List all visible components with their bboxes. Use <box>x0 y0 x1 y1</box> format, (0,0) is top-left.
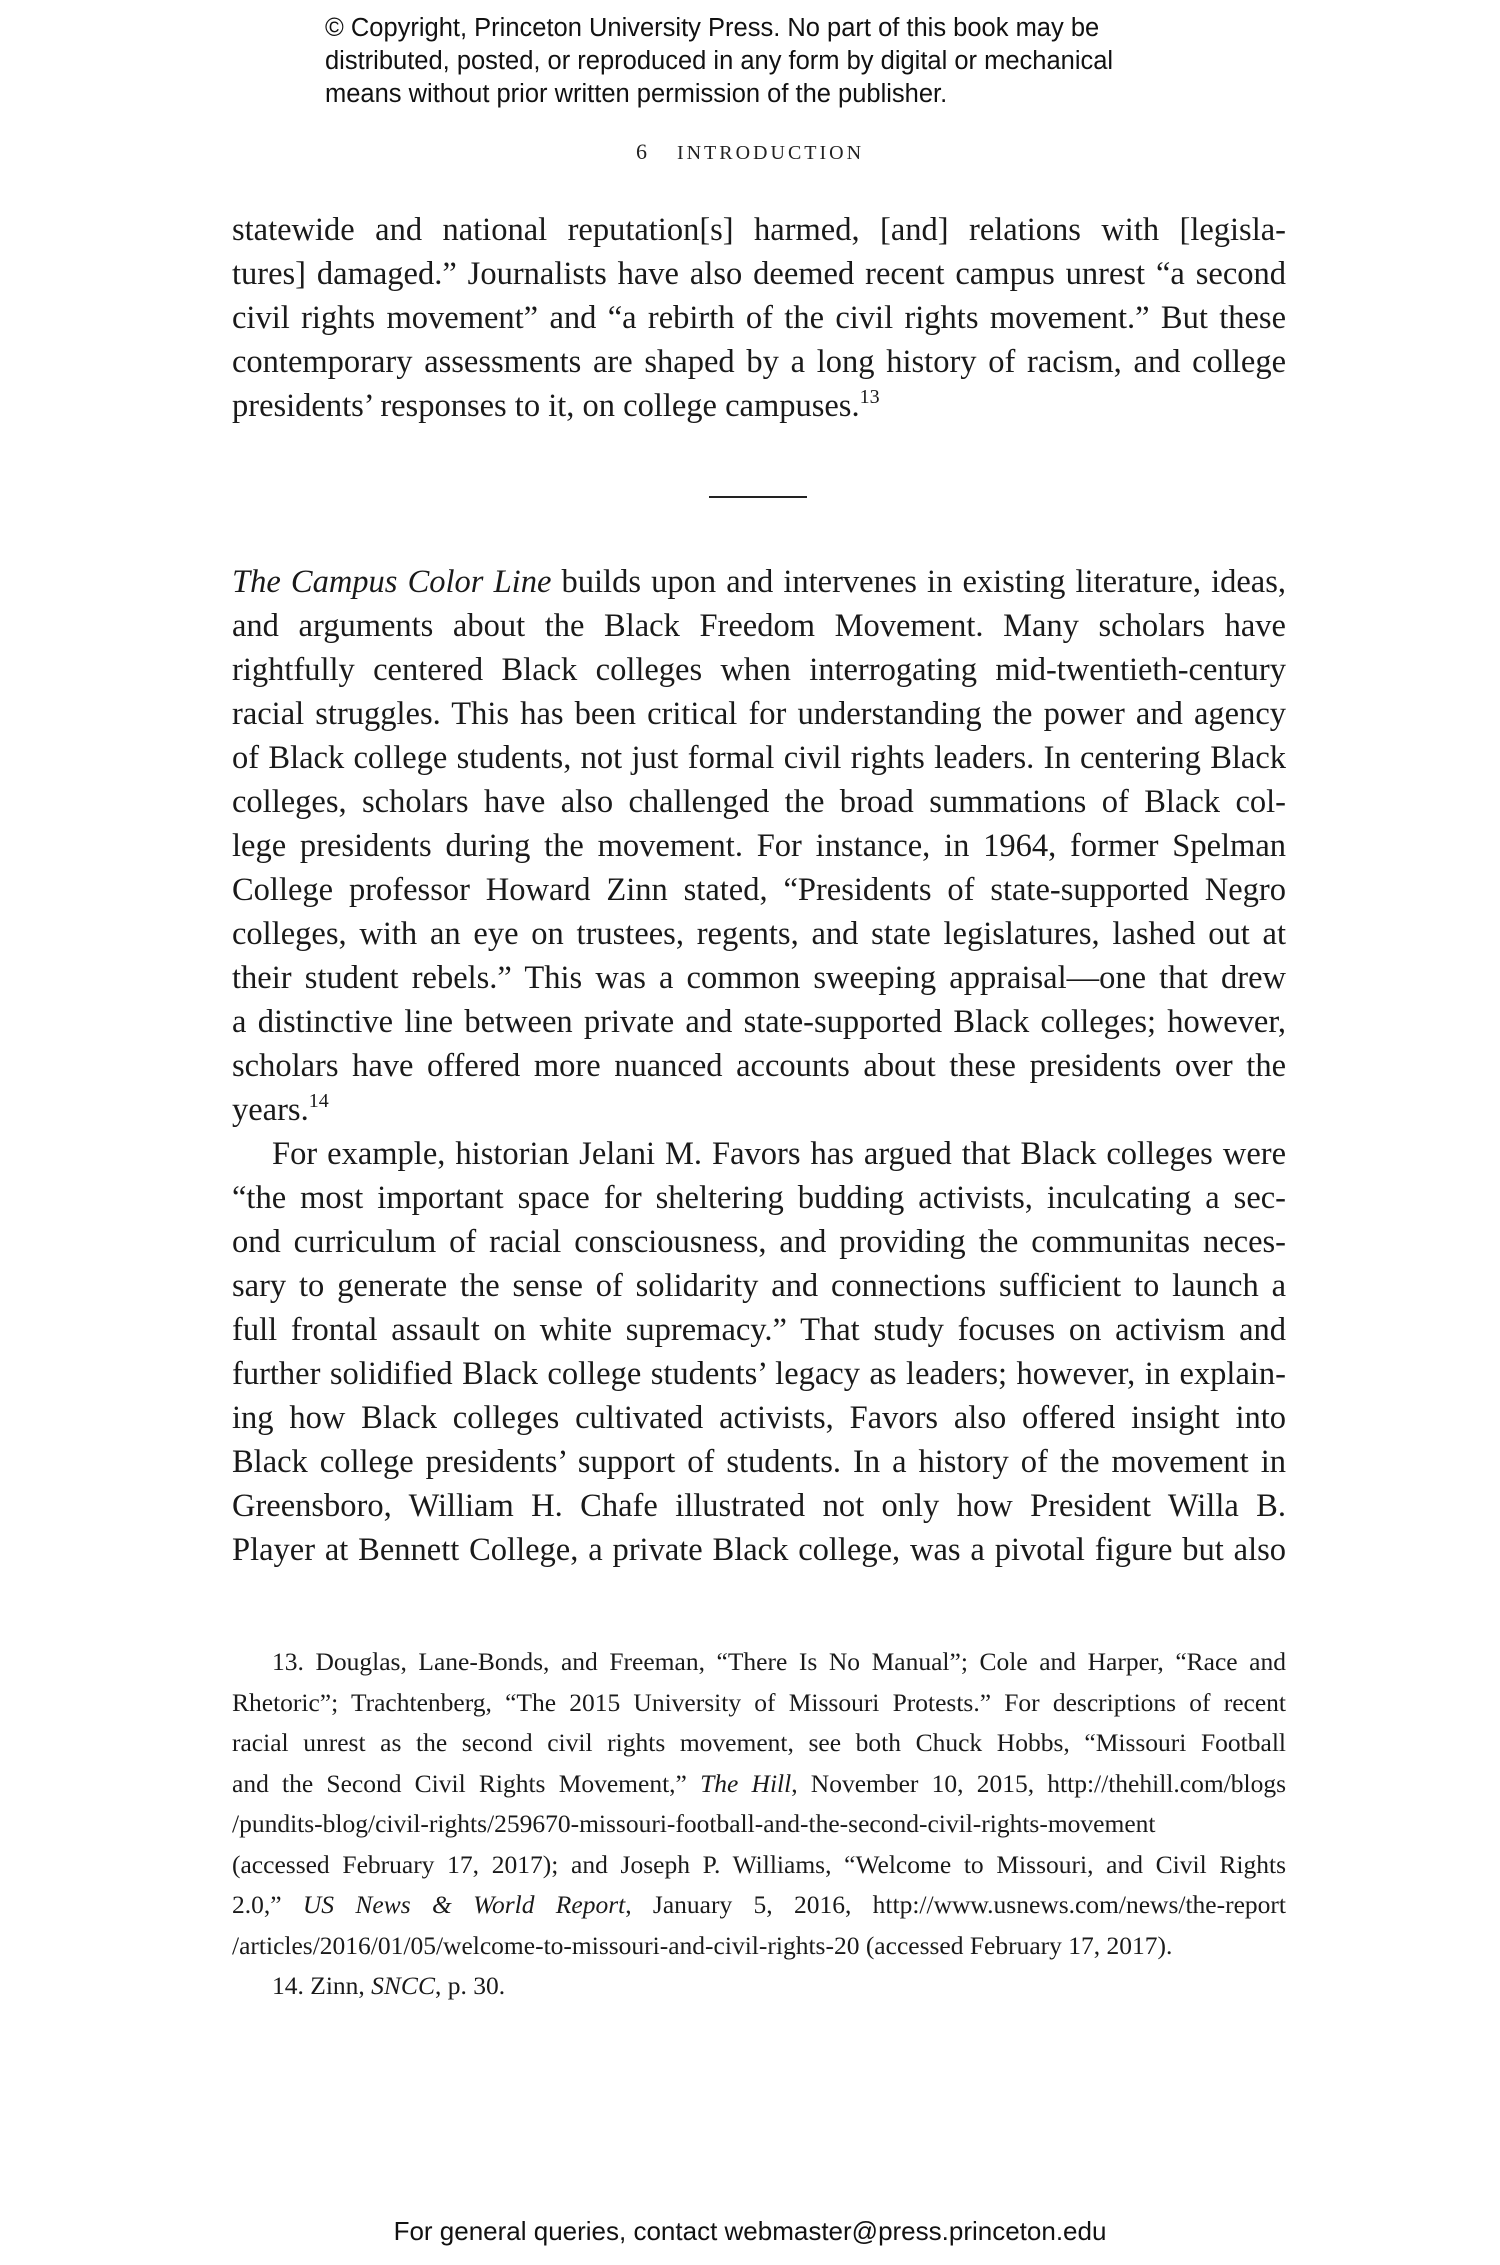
publication-title: US News & World Report <box>302 1890 626 1919</box>
note-text: 14. Zinn, <box>272 1971 372 2000</box>
text-line: College professor Howard Zinn stated, “Presidents of state-supported Negro <box>232 872 1286 908</box>
copyright-notice <box>325 12 1265 111</box>
text-line: lege presidents during the movement. For instance, in 1964, former Spelman <box>232 828 1286 864</box>
footnote-ref-14[interactable]: 14 <box>308 1090 329 1112</box>
footer-contact: For general queries, contact webmaster@press.princeton.edu <box>393 2216 1107 2246</box>
text-line: racial struggles. This has been critical for understanding the power and agency <box>232 696 1286 732</box>
copyright-line: distributed, posted, or reproduced in any form by digital or mechanical <box>325 47 1114 75</box>
text-line-content: years. <box>232 1092 309 1128</box>
text-line: For example, historian Jelani M. Favors has argued that Black colleges were <box>272 1136 1286 1172</box>
text-line: Player at Bennett College, a private Black college, was a pivotal figure but also <box>232 1532 1286 1568</box>
text-line: sary to generate the sense of solidarity and connections sufficient to launch a <box>232 1268 1286 1304</box>
footnote-13-line: racial unrest as the second civil rights movement, see both Chuck Hobbs, “Missouri Football <box>232 1728 1286 1757</box>
running-head <box>0 139 1500 165</box>
text-line: their student rebels.” This was a common sweeping appraisal—one that drew <box>232 960 1286 996</box>
text-line: Greensboro, William H. Chafe illustrated not only how President Willa B. <box>232 1488 1286 1524</box>
text-line: contemporary assessments are shaped by a long history of racism, and college <box>232 344 1286 380</box>
note-text: , November 10, 2015, http://thehill.com/blogs <box>791 1768 1287 1798</box>
text-line: full frontal assault on white supremacy.” That study focuses on activism and <box>232 1312 1286 1348</box>
text-line: ond curriculum of racial consciousness, and providing the communitas neces- <box>232 1224 1286 1260</box>
footnote-13-line <box>232 1764 1286 1805</box>
note-text: , p. 30. <box>434 1971 506 2000</box>
text-line: colleges, with an eye on trustees, regents, and state legislatures, lashed out at <box>232 916 1286 952</box>
footnote-13-line <box>232 1885 1286 1926</box>
copyright-line: © Copyright, Princeton University Press. No part of this book may be <box>325 14 1100 42</box>
text-line: scholars have offered more nuanced accounts about these presidents over the <box>232 1048 1286 1084</box>
text-line-content: builds upon and intervenes in existing literature, ideas, <box>551 564 1286 600</box>
footnote-13-line: /pundits-blog/civil-rights/259670-missouri-football-and-the-second-civil-rights-movement <box>232 1809 1156 1838</box>
text-line: “the most important space for sheltering budding activists, inculcating a sec- <box>232 1180 1286 1216</box>
footnote-ref-13[interactable]: 13 <box>859 386 880 408</box>
text-line: tures] damaged.” Journalists have also deemed recent campus unrest “a second <box>232 256 1286 292</box>
text-line: statewide and national reputation[s] harmed, [and] relations with [legisla- <box>232 212 1286 248</box>
text-line: Black college presidents’ support of students. In a history of the movement in <box>232 1444 1286 1480</box>
footnote-13-line: Rhetoric”; Trachtenberg, “The 2015 University of Missouri Protests.” For descriptions of recent <box>232 1687 1286 1717</box>
section-break-rule <box>709 496 807 498</box>
text-line: rightfully centered Black colleges when interrogating mid-twentieth-century <box>232 652 1286 688</box>
text-line: civil rights movement” and “a rebirth of the civil rights movement.” But these <box>232 300 1286 336</box>
text-line <box>232 560 1286 604</box>
text-line <box>232 1088 1286 1132</box>
body-block-2 <box>232 560 1286 1572</box>
note-text: and the Second Civil Rights Movement,” <box>232 1768 701 1798</box>
text-line: of Black college students, not just formal civil rights leaders. In centering Black <box>232 740 1286 776</box>
body-block-1 <box>232 208 1286 428</box>
footnote-13-line: /articles/2016/01/05/welcome-to-missouri-and-civil-rights-20 (accessed February 17, 2017). <box>232 1930 1173 1960</box>
text-line: and arguments about the Black Freedom Movement. Many scholars have <box>232 608 1286 644</box>
chapter-title: INTRODUCTION <box>676 142 865 164</box>
footnotes <box>232 1642 1286 2007</box>
text-line-content: presidents’ responses to it, on college campuses. <box>232 388 860 424</box>
text-line: a distinctive line between private and state-supported Black colleges; however, <box>232 1004 1286 1040</box>
book-title: The Campus Color Line <box>232 564 552 600</box>
footnote-14 <box>232 1966 1286 2007</box>
text-line: ing how Black colleges cultivated activists, Favors also offered insight into <box>232 1400 1286 1436</box>
text-line: further solidified Black college students’ legacy as leaders; however, in explain- <box>232 1356 1286 1392</box>
note-text: 2.0,” <box>232 1890 303 1919</box>
text-line <box>232 384 1286 428</box>
note-text: , January 5, 2016, http://www.usnews.com/news/the-report <box>625 1890 1286 1919</box>
footnote-13-line: 13. Douglas, Lane-Bonds, and Freeman, “There Is No Manual”; Cole and Harper, “Race and <box>272 1647 1286 1676</box>
publication-title: SNCC <box>371 1971 435 2000</box>
copyright-line: means without prior written permission of the publisher. <box>325 80 948 108</box>
text-line: colleges, scholars have also challenged the broad summations of Black col- <box>232 784 1286 820</box>
footnote-13-line: (accessed February 17, 2017); and Joseph P. Williams, “Welcome to Missouri, and Civil Rights <box>232 1849 1286 1879</box>
page-number: 6 <box>635 139 647 164</box>
publication-title: The Hill <box>700 1768 792 1798</box>
